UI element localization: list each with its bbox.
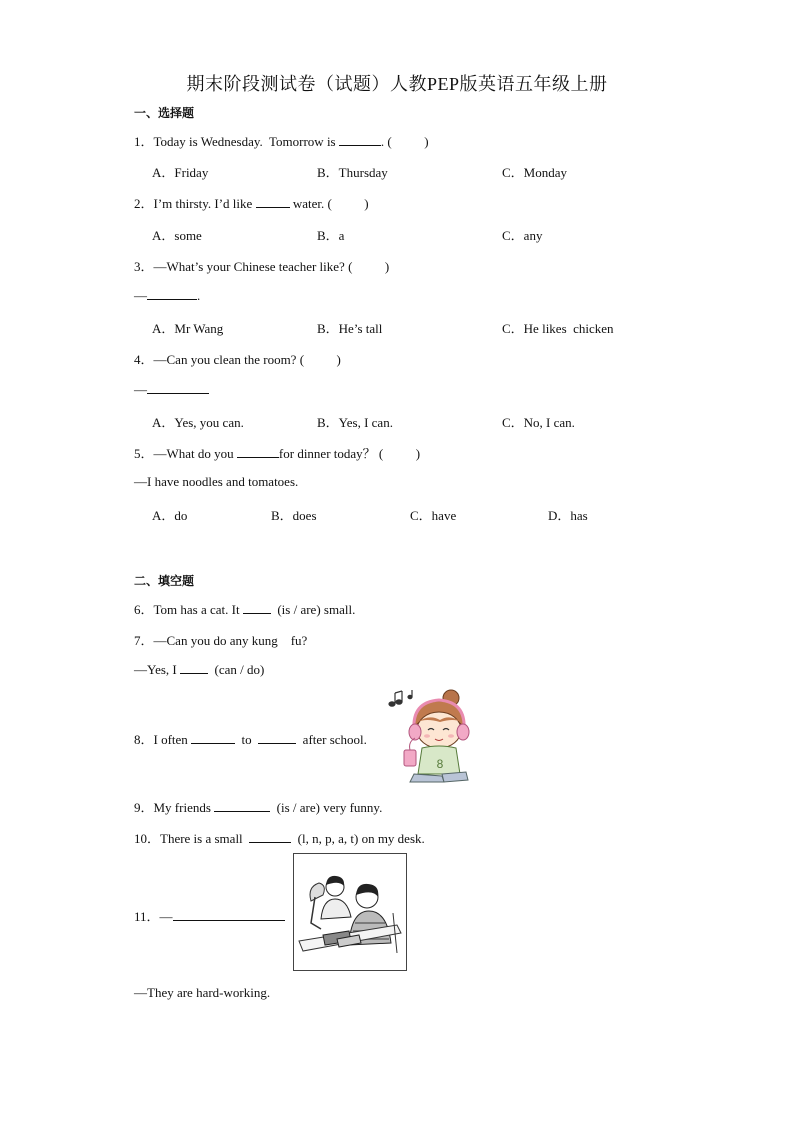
option-b: B．Yes, I can. [317,415,393,430]
option-c: C．No, I can. [502,415,575,430]
question-1-bracket: . ( ) [380,134,429,149]
question-11-answer: —They are hard-working. [134,985,271,1000]
option-b: B．does [271,508,317,523]
question-7-hint: (can / do) [208,662,265,677]
question-8-tail: after school. [296,732,367,747]
question-2-bracket: water. ( ) [289,196,369,211]
answer-blank [191,731,235,744]
music-note-icon [389,690,412,706]
option-c: C．have [410,508,457,523]
option-b: B．He’s tall [317,321,383,336]
question-6-text: 6．Tom has a cat. It [134,602,243,617]
girl-listening-music-illustration [384,688,474,784]
question-1-text: 1．Today is Wednesday. Tomorrow is [134,134,339,149]
dash: — [134,382,147,397]
option-c: C．Monday [502,165,568,180]
question-3: 3．—What’s your Chinese teacher like? ( ) [134,259,390,274]
answer-blank [173,908,285,921]
answer-blank [243,601,271,614]
answer-blank [258,731,296,744]
svg-text:8: 8 [436,757,444,771]
question-5-bracket: for dinner today？ ( ) [278,446,421,461]
question-5 [134,443,420,462]
question-9-hint: (is / are) very funny. [270,800,383,815]
option-a: A．Friday [152,165,209,180]
section-heading-fill-blank: 二、填空题 [134,574,195,588]
answer-blank [256,195,290,208]
question-8 [134,729,367,748]
answer-blank [249,830,291,843]
answer-blank [147,287,197,300]
question-9 [134,797,382,816]
question-8-text: 8．I often [134,732,192,747]
answer-blank [180,661,208,674]
option-d: D．has [548,508,588,523]
option-c: C．any [502,228,543,243]
question-5-text: 5．—What do you [134,446,237,461]
question-11-text: 11．— [134,909,173,924]
question-7-answer-line [134,661,264,678]
option-b: B．a [317,228,345,243]
answer-blank [339,133,381,146]
question-6 [134,599,355,618]
option-b: B．Thursday [317,165,388,180]
option-a: A．some [152,228,202,243]
option-a: A．do [152,508,188,523]
page-title: 期末阶段测试卷（试题）人教PEP版英语五年级上册 [186,74,608,94]
question-4-answer-line [134,381,209,398]
question-10-hint: (l, n, p, a, t) on my desk. [291,831,425,846]
question-10-text: 10．There is a small [134,831,250,846]
question-4: 4．—Can you clean the room? ( ) [134,352,341,367]
question-5-answer: —I have noodles and tomatoes. [134,474,299,489]
option-c: C．He likes chicken [502,321,614,336]
question-2-text: 2．I’m thirsty. I’d like [134,196,256,211]
question-11 [134,906,285,925]
question-10 [134,828,425,847]
question-8-to: to [235,732,259,747]
answer-blank [237,445,279,458]
question-9-text: 9．My friends [134,800,215,815]
dash: — [134,288,147,303]
option-a: A．Mr Wang [152,321,224,336]
option-a: A．Yes, you can. [152,415,244,430]
question-7-answer-text: —Yes, I [134,662,180,677]
period: . [197,288,201,303]
two-people-studying-illustration [293,853,407,971]
answer-blank [147,381,209,394]
question-1 [134,131,429,150]
question-3-answer-line [134,287,200,304]
section-heading-choice: 一、选择题 [134,106,195,120]
answer-blank [214,799,270,812]
question-7: 7．—Can you do any kung fu? [134,633,308,648]
question-6-hint: (is / are) small. [270,602,356,617]
question-2 [134,193,369,212]
